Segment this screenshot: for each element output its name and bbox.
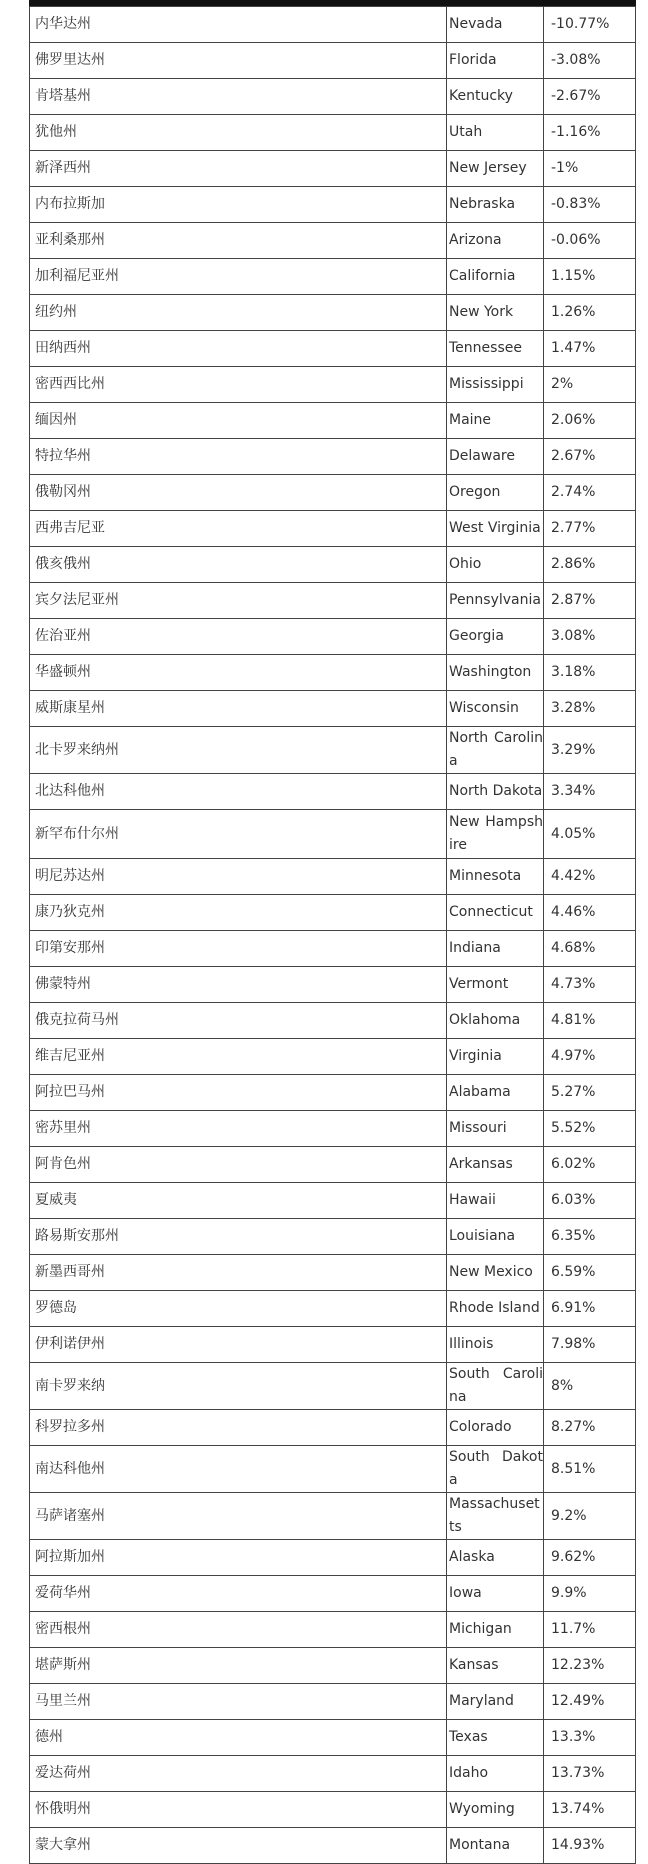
state-name-english: Louisiana bbox=[447, 1219, 544, 1255]
percent-change: 9.9% bbox=[544, 1576, 636, 1612]
table-row bbox=[30, 151, 636, 187]
state-name-english: Maryland bbox=[447, 1684, 544, 1720]
percent-change: 12.23% bbox=[544, 1648, 636, 1684]
percent-change: 4.68% bbox=[544, 931, 636, 967]
percent-change: 3.34% bbox=[544, 774, 636, 810]
table-row bbox=[30, 1828, 636, 1864]
table-body bbox=[30, 7, 636, 1864]
percent-change: 2% bbox=[544, 367, 636, 403]
table-row bbox=[30, 1147, 636, 1183]
state-name-chinese: 肯塔基州 bbox=[30, 79, 447, 115]
state-name-chinese: 佐治亚州 bbox=[30, 619, 447, 655]
table-row bbox=[30, 547, 636, 583]
state-name-chinese: 北卡罗来纳州 bbox=[30, 727, 447, 774]
state-name-english: Montana bbox=[447, 1828, 544, 1864]
table-row bbox=[30, 1255, 636, 1291]
table-row bbox=[30, 1075, 636, 1111]
state-name-chinese: 密西根州 bbox=[30, 1612, 447, 1648]
state-name-english: Texas bbox=[447, 1720, 544, 1756]
state-name-english: Nevada bbox=[447, 7, 544, 43]
percent-change: 2.77% bbox=[544, 511, 636, 547]
percent-change: -1% bbox=[544, 151, 636, 187]
percent-change: 8.51% bbox=[544, 1446, 636, 1493]
table-row bbox=[30, 1493, 636, 1540]
percent-change: -3.08% bbox=[544, 43, 636, 79]
state-name-english: Illinois bbox=[447, 1327, 544, 1363]
state-name-chinese: 南卡罗来纳 bbox=[30, 1363, 447, 1410]
state-name-english: Minnesota bbox=[447, 859, 544, 895]
table-row bbox=[30, 810, 636, 859]
state-name-chinese: 北达科他州 bbox=[30, 774, 447, 810]
table-row bbox=[30, 1756, 636, 1792]
state-name-english: Delaware bbox=[447, 439, 544, 475]
percent-change: -0.06% bbox=[544, 223, 636, 259]
state-name-english: New Hampshire bbox=[447, 810, 544, 859]
state-name-chinese: 德州 bbox=[30, 1720, 447, 1756]
state-name-english: Rhode Island bbox=[447, 1291, 544, 1327]
table-row bbox=[30, 1219, 636, 1255]
percent-change: 7.98% bbox=[544, 1327, 636, 1363]
table-row bbox=[30, 1183, 636, 1219]
state-name-chinese: 亚利桑那州 bbox=[30, 223, 447, 259]
percent-change: 2.86% bbox=[544, 547, 636, 583]
table-row bbox=[30, 439, 636, 475]
state-name-chinese: 康乃狄克州 bbox=[30, 895, 447, 931]
table-row bbox=[30, 1363, 636, 1410]
state-name-english: Kentucky bbox=[447, 79, 544, 115]
percent-change: 8% bbox=[544, 1363, 636, 1410]
state-name-chinese: 堪萨斯州 bbox=[30, 1648, 447, 1684]
percent-change: 13.3% bbox=[544, 1720, 636, 1756]
state-name-english: Hawaii bbox=[447, 1183, 544, 1219]
state-name-chinese: 蒙大拿州 bbox=[30, 1828, 447, 1864]
state-name-english: California bbox=[447, 259, 544, 295]
state-name-chinese: 宾夕法尼亚州 bbox=[30, 583, 447, 619]
state-name-chinese: 华盛顿州 bbox=[30, 655, 447, 691]
state-name-english: Iowa bbox=[447, 1576, 544, 1612]
percent-change: 2.87% bbox=[544, 583, 636, 619]
percent-change: 13.73% bbox=[544, 1756, 636, 1792]
state-name-english: Washington bbox=[447, 655, 544, 691]
state-name-chinese: 印第安那州 bbox=[30, 931, 447, 967]
table-row bbox=[30, 259, 636, 295]
table-row bbox=[30, 583, 636, 619]
state-name-english: Mississippi bbox=[447, 367, 544, 403]
percent-change: 6.35% bbox=[544, 1219, 636, 1255]
table-row bbox=[30, 1291, 636, 1327]
state-name-english: New York bbox=[447, 295, 544, 331]
state-name-english: Arizona bbox=[447, 223, 544, 259]
state-name-chinese: 缅因州 bbox=[30, 403, 447, 439]
state-name-chinese: 俄克拉荷马州 bbox=[30, 1003, 447, 1039]
state-name-english: Utah bbox=[447, 115, 544, 151]
state-name-english: Missouri bbox=[447, 1111, 544, 1147]
percent-change: 9.62% bbox=[544, 1540, 636, 1576]
state-name-english: Michigan bbox=[447, 1612, 544, 1648]
table-row bbox=[30, 1540, 636, 1576]
percent-change: 6.03% bbox=[544, 1183, 636, 1219]
state-name-english: Indiana bbox=[447, 931, 544, 967]
state-name-chinese: 爱荷华州 bbox=[30, 1576, 447, 1612]
state-name-english: Connecticut bbox=[447, 895, 544, 931]
percent-change: 2.67% bbox=[544, 439, 636, 475]
state-name-english: Vermont bbox=[447, 967, 544, 1003]
percent-change: 2.74% bbox=[544, 475, 636, 511]
state-name-english: Pennsylvania bbox=[447, 583, 544, 619]
table-row bbox=[30, 1327, 636, 1363]
state-name-chinese: 路易斯安那州 bbox=[30, 1219, 447, 1255]
state-name-english: Arkansas bbox=[447, 1147, 544, 1183]
table-row bbox=[30, 1446, 636, 1493]
percent-change: 6.59% bbox=[544, 1255, 636, 1291]
state-name-chinese: 怀俄明州 bbox=[30, 1792, 447, 1828]
table-row bbox=[30, 1720, 636, 1756]
table-row bbox=[30, 403, 636, 439]
percent-change: 3.18% bbox=[544, 655, 636, 691]
percent-change: 5.52% bbox=[544, 1111, 636, 1147]
state-name-chinese: 犹他州 bbox=[30, 115, 447, 151]
state-name-english: Alaska bbox=[447, 1540, 544, 1576]
state-name-chinese: 新罕布什尔州 bbox=[30, 810, 447, 859]
state-name-english: Virginia bbox=[447, 1039, 544, 1075]
state-name-english: Georgia bbox=[447, 619, 544, 655]
percent-change: 5.27% bbox=[544, 1075, 636, 1111]
table-row bbox=[30, 1111, 636, 1147]
percent-change: 6.02% bbox=[544, 1147, 636, 1183]
state-name-chinese: 俄亥俄州 bbox=[30, 547, 447, 583]
state-name-chinese: 佛罗里达州 bbox=[30, 43, 447, 79]
table-row bbox=[30, 331, 636, 367]
table-row bbox=[30, 1576, 636, 1612]
percent-change: 3.29% bbox=[544, 727, 636, 774]
state-name-chinese: 密苏里州 bbox=[30, 1111, 447, 1147]
state-name-chinese: 特拉华州 bbox=[30, 439, 447, 475]
table-row bbox=[30, 7, 636, 43]
state-name-chinese: 田纳西州 bbox=[30, 331, 447, 367]
percent-change: 13.74% bbox=[544, 1792, 636, 1828]
table-row bbox=[30, 115, 636, 151]
percent-change: 1.15% bbox=[544, 259, 636, 295]
percent-change: 4.81% bbox=[544, 1003, 636, 1039]
table-row bbox=[30, 1003, 636, 1039]
table-row bbox=[30, 859, 636, 895]
state-name-chinese: 夏威夷 bbox=[30, 1183, 447, 1219]
state-name-chinese: 密西西比州 bbox=[30, 367, 447, 403]
state-name-english: Kansas bbox=[447, 1648, 544, 1684]
state-name-chinese: 阿拉巴马州 bbox=[30, 1075, 447, 1111]
percent-change: 2.06% bbox=[544, 403, 636, 439]
percent-change: 6.91% bbox=[544, 1291, 636, 1327]
percent-change: 4.97% bbox=[544, 1039, 636, 1075]
state-name-english: Tennessee bbox=[447, 331, 544, 367]
percent-change: -10.77% bbox=[544, 7, 636, 43]
state-change-table bbox=[29, 6, 636, 1864]
table-row bbox=[30, 774, 636, 810]
state-name-english: Wisconsin bbox=[447, 691, 544, 727]
percent-change: 11.7% bbox=[544, 1612, 636, 1648]
table-row bbox=[30, 475, 636, 511]
percent-change: 12.49% bbox=[544, 1684, 636, 1720]
state-name-english: Florida bbox=[447, 43, 544, 79]
state-name-english: West Virginia bbox=[447, 511, 544, 547]
state-name-chinese: 维吉尼亚州 bbox=[30, 1039, 447, 1075]
percent-change: 1.47% bbox=[544, 331, 636, 367]
state-name-chinese: 新墨西哥州 bbox=[30, 1255, 447, 1291]
state-name-chinese: 内华达州 bbox=[30, 7, 447, 43]
state-name-chinese: 新泽西州 bbox=[30, 151, 447, 187]
table-row bbox=[30, 187, 636, 223]
state-name-chinese: 佛蒙特州 bbox=[30, 967, 447, 1003]
table-row bbox=[30, 727, 636, 774]
state-name-chinese: 阿拉斯加州 bbox=[30, 1540, 447, 1576]
state-name-chinese: 纽约州 bbox=[30, 295, 447, 331]
state-name-english: North Dakota bbox=[447, 774, 544, 810]
table-row bbox=[30, 619, 636, 655]
table-row bbox=[30, 367, 636, 403]
state-name-english: Maine bbox=[447, 403, 544, 439]
table-row bbox=[30, 691, 636, 727]
table-row bbox=[30, 223, 636, 259]
percent-change: 4.46% bbox=[544, 895, 636, 931]
state-name-english: Massachusetts bbox=[447, 1493, 544, 1540]
table-row bbox=[30, 511, 636, 547]
state-name-chinese: 内布拉斯加 bbox=[30, 187, 447, 223]
percent-change: 1.26% bbox=[544, 295, 636, 331]
state-name-chinese: 阿肯色州 bbox=[30, 1147, 447, 1183]
table-row bbox=[30, 1410, 636, 1446]
percent-change: -1.16% bbox=[544, 115, 636, 151]
state-name-chinese: 明尼苏达州 bbox=[30, 859, 447, 895]
state-name-english: Alabama bbox=[447, 1075, 544, 1111]
table-row bbox=[30, 895, 636, 931]
state-name-chinese: 马里兰州 bbox=[30, 1684, 447, 1720]
table-row bbox=[30, 79, 636, 115]
state-name-english: Oklahoma bbox=[447, 1003, 544, 1039]
percent-change: 14.93% bbox=[544, 1828, 636, 1864]
table-row bbox=[30, 931, 636, 967]
state-name-chinese: 西弗吉尼亚 bbox=[30, 511, 447, 547]
state-name-english: New Mexico bbox=[447, 1255, 544, 1291]
state-name-english: South Carolina bbox=[447, 1363, 544, 1410]
percent-change: 4.42% bbox=[544, 859, 636, 895]
percent-change: 3.28% bbox=[544, 691, 636, 727]
state-name-chinese: 俄勒冈州 bbox=[30, 475, 447, 511]
state-name-chinese: 罗德岛 bbox=[30, 1291, 447, 1327]
state-name-chinese: 马萨诸塞州 bbox=[30, 1493, 447, 1540]
percent-change: 3.08% bbox=[544, 619, 636, 655]
percent-change: 4.73% bbox=[544, 967, 636, 1003]
state-name-english: Colorado bbox=[447, 1410, 544, 1446]
state-name-english: New Jersey bbox=[447, 151, 544, 187]
state-name-chinese: 科罗拉多州 bbox=[30, 1410, 447, 1446]
state-name-chinese: 加利福尼亚州 bbox=[30, 259, 447, 295]
percent-change: -0.83% bbox=[544, 187, 636, 223]
table-container bbox=[29, 6, 636, 1864]
table-row bbox=[30, 655, 636, 691]
table-row bbox=[30, 1612, 636, 1648]
table-row bbox=[30, 1792, 636, 1828]
state-name-english: Idaho bbox=[447, 1756, 544, 1792]
state-name-english: South Dakota bbox=[447, 1446, 544, 1493]
table-row bbox=[30, 43, 636, 79]
state-name-english: North Carolina bbox=[447, 727, 544, 774]
state-name-chinese: 南达科他州 bbox=[30, 1446, 447, 1493]
percent-change: 4.05% bbox=[544, 810, 636, 859]
state-name-english: Oregon bbox=[447, 475, 544, 511]
state-name-chinese: 威斯康星州 bbox=[30, 691, 447, 727]
table-row bbox=[30, 1648, 636, 1684]
table-row bbox=[30, 1684, 636, 1720]
percent-change: 8.27% bbox=[544, 1410, 636, 1446]
percent-change: 9.2% bbox=[544, 1493, 636, 1540]
state-name-english: Nebraska bbox=[447, 187, 544, 223]
table-row bbox=[30, 967, 636, 1003]
state-name-english: Wyoming bbox=[447, 1792, 544, 1828]
percent-change: -2.67% bbox=[544, 79, 636, 115]
state-name-chinese: 伊利诺伊州 bbox=[30, 1327, 447, 1363]
table-row bbox=[30, 1039, 636, 1075]
state-name-chinese: 爱达荷州 bbox=[30, 1756, 447, 1792]
table-row bbox=[30, 295, 636, 331]
state-name-english: Ohio bbox=[447, 547, 544, 583]
